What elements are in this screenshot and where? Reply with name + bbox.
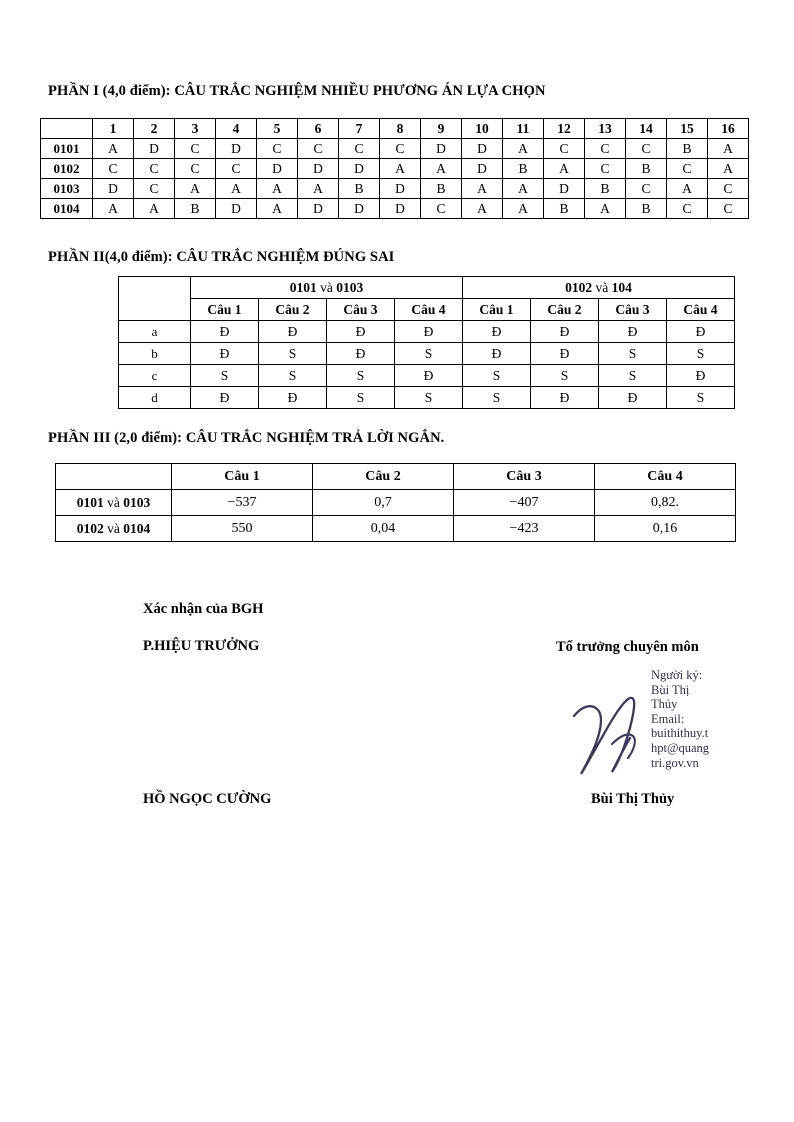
part3-shortanswer-table: [55, 463, 736, 542]
part1-answer-cell: D: [462, 139, 503, 159]
conjunction-va: và: [103, 494, 124, 510]
part1-answer-cell: C: [93, 159, 134, 179]
part1-answer-cell: B: [339, 179, 380, 199]
part1-answer-cell: A: [93, 139, 134, 159]
table-row: [119, 321, 735, 343]
part1-answer-cell: A: [421, 159, 462, 179]
part1-question-number: 11: [503, 119, 544, 139]
part2-answer-cell: S: [327, 365, 395, 387]
subject-leader-title: Tổ trưởng chuyên môn: [556, 639, 699, 655]
part1-answer-cell: C: [175, 159, 216, 179]
part1-answer-cell: A: [503, 139, 544, 159]
table-row: [119, 343, 735, 365]
part1-answer-cell: C: [421, 199, 462, 219]
part1-answer-cell: D: [339, 199, 380, 219]
part2-answer-cell: S: [191, 365, 259, 387]
part1-question-number: 2: [134, 119, 175, 139]
part3-answer-cell: 550: [172, 516, 313, 542]
table-header-row-questions: [119, 299, 735, 321]
part1-answer-cell: C: [175, 139, 216, 159]
part1-exam-code: 0102: [41, 159, 93, 179]
part2-answer-cell: S: [327, 387, 395, 409]
table-row: [41, 159, 749, 179]
part1-question-number: 13: [585, 119, 626, 139]
part2-question-header: Câu 2: [259, 299, 327, 321]
part3-exam-code: [56, 516, 172, 542]
part3-corner-cell: [56, 464, 172, 490]
code-primary: 0102: [76, 520, 104, 536]
part2-question-header: Câu 3: [599, 299, 667, 321]
part2-answer-cell: S: [259, 343, 327, 365]
part2-answer-cell: Đ: [191, 387, 259, 409]
part1-answer-cell: C: [626, 139, 667, 159]
part1-answer-cell: B: [626, 159, 667, 179]
part1-answer-cell: D: [257, 159, 298, 179]
part1-answer-cell: A: [503, 179, 544, 199]
part2-answer-cell: Đ: [463, 321, 531, 343]
part1-answer-cell: A: [175, 179, 216, 199]
part2-answer-cell: S: [531, 365, 599, 387]
part1-answer-cell: D: [216, 139, 257, 159]
part1-answer-cell: D: [339, 159, 380, 179]
part2-row-label: a: [119, 321, 191, 343]
table-header-row-groups: [119, 277, 735, 299]
part1-answer-cell: A: [462, 179, 503, 199]
conjunction-va: và: [103, 520, 124, 536]
part1-exam-code: 0103: [41, 179, 93, 199]
part3-question-header: Câu 4: [595, 464, 736, 490]
table-header-row: [56, 464, 736, 490]
part2-corner-cell: [119, 277, 191, 321]
part1-question-number: 7: [339, 119, 380, 139]
part2-answer-cell: S: [667, 343, 735, 365]
part1-answer-cell: C: [585, 159, 626, 179]
part1-answer-cell: D: [134, 139, 175, 159]
part1-answer-cell: C: [257, 139, 298, 159]
part1-answer-cell: C: [708, 199, 749, 219]
part1-question-number: 8: [380, 119, 421, 139]
part1-question-number: 6: [298, 119, 339, 139]
part1-answer-cell: D: [216, 199, 257, 219]
part1-answer-cell: A: [216, 179, 257, 199]
part1-question-number: 4: [216, 119, 257, 139]
part2-question-header: Câu 4: [395, 299, 463, 321]
part1-answer-cell: A: [257, 199, 298, 219]
vice-principal-name: HỒ NGỌC CƯỜNG: [143, 791, 272, 807]
part1-answer-cell: B: [503, 159, 544, 179]
part2-answer-cell: S: [667, 387, 735, 409]
part1-answer-cell: A: [708, 159, 749, 179]
part2-group-header: [191, 277, 463, 299]
part1-question-number: 3: [175, 119, 216, 139]
part1-answer-cell: A: [544, 159, 585, 179]
part1-answer-cell: C: [544, 139, 585, 159]
signature-stamp-text: [651, 668, 737, 770]
part2-answer-cell: Đ: [599, 321, 667, 343]
part3-answer-cell: −537: [172, 490, 313, 516]
part3-answer-cell: 0,7: [313, 490, 454, 516]
part1-answer-cell: D: [298, 159, 339, 179]
part1-answer-cell: D: [380, 179, 421, 199]
signature-stamp-line: Email:: [651, 711, 685, 726]
part1-answer-cell: A: [708, 139, 749, 159]
signature-stamp-line: hpt@quang: [651, 740, 710, 755]
part1-answer-cell: D: [462, 159, 503, 179]
part3-answer-cell: 0,04: [313, 516, 454, 542]
part2-row-label: b: [119, 343, 191, 365]
part1-question-number: 10: [462, 119, 503, 139]
part1-question-number: 12: [544, 119, 585, 139]
part2-answer-cell: Đ: [191, 343, 259, 365]
part2-row-label: d: [119, 387, 191, 409]
part1-answer-table: [40, 118, 749, 219]
signature-stamp-line: Thủy: [651, 697, 678, 712]
part2-row-label: c: [119, 365, 191, 387]
subject-leader-name: Bùi Thị Thủy: [591, 791, 675, 807]
part2-answer-cell: Đ: [191, 321, 259, 343]
table-row: [119, 365, 735, 387]
signature-stamp-line: Bùi Thị: [651, 682, 690, 697]
part2-answer-cell: Đ: [327, 321, 395, 343]
part1-exam-code: 0104: [41, 199, 93, 219]
bgh-confirmation-label: Xác nhận của BGH: [143, 601, 264, 617]
part1-answer-cell: A: [298, 179, 339, 199]
table-row: [56, 516, 736, 542]
part1-answer-cell: B: [585, 179, 626, 199]
part2-answer-cell: Đ: [463, 343, 531, 365]
signature-stamp-line: buithithuy.t: [651, 726, 709, 741]
table-row: [41, 139, 749, 159]
code-primary: 0101: [76, 494, 104, 510]
part2-answer-cell: S: [395, 387, 463, 409]
part1-answer-cell: C: [216, 159, 257, 179]
part2-group-header: [463, 277, 735, 299]
part2-answer-cell: Đ: [599, 387, 667, 409]
part2-question-header: Câu 4: [667, 299, 735, 321]
code-secondary: 0103: [336, 279, 364, 295]
part1-corner-cell: [41, 119, 93, 139]
part1-answer-cell: A: [380, 159, 421, 179]
handwritten-signature-icon: [572, 686, 650, 778]
part3-heading: PHẦN III (2,0 điểm): CÂU TRẮC NGHIỆM TRẢ LỜI NGẮN.: [48, 430, 445, 446]
part3-question-header: Câu 3: [454, 464, 595, 490]
part1-answer-cell: C: [667, 199, 708, 219]
part2-question-header: Câu 1: [191, 299, 259, 321]
code-primary: 0101: [289, 279, 317, 295]
part1-question-number: 15: [667, 119, 708, 139]
table-row: [119, 387, 735, 409]
part1-answer-cell: D: [421, 139, 462, 159]
part1-answer-cell: C: [380, 139, 421, 159]
table-header-row: [41, 119, 749, 139]
part2-answer-cell: S: [395, 343, 463, 365]
part1-question-number: 16: [708, 119, 749, 139]
part2-answer-cell: Đ: [259, 321, 327, 343]
part2-answer-cell: S: [599, 365, 667, 387]
part2-answer-cell: Đ: [667, 365, 735, 387]
part1-answer-cell: D: [380, 199, 421, 219]
part2-answer-cell: S: [463, 365, 531, 387]
part1-answer-cell: C: [298, 139, 339, 159]
part2-question-header: Câu 3: [327, 299, 395, 321]
part1-heading: PHẦN I (4,0 điểm): CÂU TRẮC NGHIỆM NHIỀU PHƯƠNG ÁN LỰA CHỌN: [48, 83, 546, 99]
part3-answer-cell: 0,16: [595, 516, 736, 542]
part1-answer-cell: D: [298, 199, 339, 219]
table-row: [56, 490, 736, 516]
part1-answer-cell: A: [134, 199, 175, 219]
part1-question-number: 14: [626, 119, 667, 139]
part1-question-number: 1: [93, 119, 134, 139]
part1-answer-cell: A: [503, 199, 544, 219]
part2-answer-cell: S: [463, 387, 531, 409]
part3-exam-code: [56, 490, 172, 516]
conjunction-va: và: [592, 279, 612, 295]
part1-question-number: 9: [421, 119, 462, 139]
part1-answer-cell: C: [585, 139, 626, 159]
part1-answer-cell: C: [339, 139, 380, 159]
part1-answer-cell: B: [667, 139, 708, 159]
part1-answer-cell: B: [175, 199, 216, 219]
part1-answer-cell: C: [626, 179, 667, 199]
part1-answer-cell: A: [257, 179, 298, 199]
part2-question-header: Câu 1: [463, 299, 531, 321]
part1-answer-cell: A: [585, 199, 626, 219]
part2-answer-cell: S: [259, 365, 327, 387]
part1-answer-cell: C: [134, 179, 175, 199]
part1-answer-cell: D: [544, 179, 585, 199]
code-secondary: 104: [611, 279, 632, 295]
part1-answer-cell: A: [667, 179, 708, 199]
part1-answer-cell: C: [667, 159, 708, 179]
part2-answer-cell: Đ: [531, 387, 599, 409]
table-row: [41, 199, 749, 219]
part1-answer-cell: B: [544, 199, 585, 219]
signature-stamp-line: tri.gov.vn: [651, 755, 699, 770]
part2-answer-cell: Đ: [667, 321, 735, 343]
part2-truefalse-table: [118, 276, 735, 409]
conjunction-va: và: [316, 279, 337, 295]
part3-answer-cell: 0,82.: [595, 490, 736, 516]
part2-answer-cell: Đ: [327, 343, 395, 365]
part3-answer-cell: −423: [454, 516, 595, 542]
part3-question-header: Câu 2: [313, 464, 454, 490]
part1-exam-code: 0101: [41, 139, 93, 159]
part2-answer-cell: Đ: [395, 365, 463, 387]
part1-answer-cell: A: [462, 199, 503, 219]
part1-answer-cell: A: [93, 199, 134, 219]
code-primary: 0102: [565, 279, 593, 295]
part1-answer-cell: C: [708, 179, 749, 199]
part1-question-number: 5: [257, 119, 298, 139]
part2-heading: PHẦN II(4,0 điểm): CÂU TRẮC NGHIỆM ĐÚNG SAI: [48, 249, 395, 265]
signature-stamp-line: Người ký:: [651, 668, 703, 682]
part1-answer-cell: C: [134, 159, 175, 179]
part1-answer-cell: B: [626, 199, 667, 219]
part1-answer-cell: D: [93, 179, 134, 199]
part2-answer-cell: Đ: [531, 343, 599, 365]
part2-answer-cell: Đ: [259, 387, 327, 409]
table-row: [41, 179, 749, 199]
code-secondary: 0104: [123, 520, 151, 536]
part3-answer-cell: −407: [454, 490, 595, 516]
vice-principal-title: P.HIỆU TRƯỞNG: [143, 638, 260, 654]
part2-question-header: Câu 2: [531, 299, 599, 321]
code-secondary: 0103: [123, 494, 151, 510]
digital-signature-stamp: [572, 668, 737, 788]
part1-answer-cell: B: [421, 179, 462, 199]
part2-answer-cell: Đ: [531, 321, 599, 343]
part3-question-header: Câu 1: [172, 464, 313, 490]
part2-answer-cell: S: [599, 343, 667, 365]
part2-answer-cell: Đ: [395, 321, 463, 343]
